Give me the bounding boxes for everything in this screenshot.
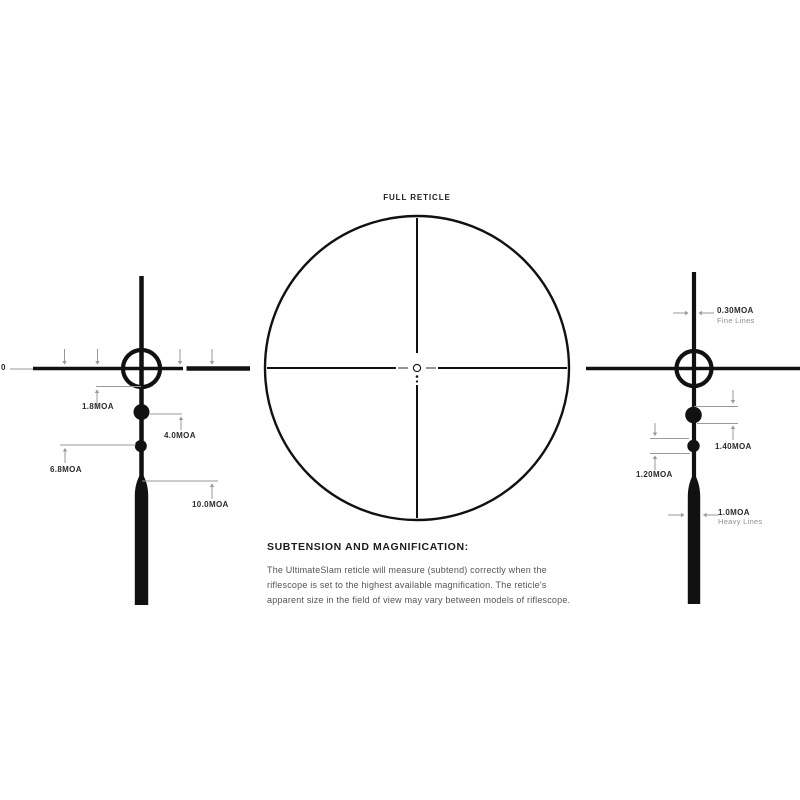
right-arrowhead-icon	[685, 311, 689, 315]
up-arrowhead-icon	[63, 448, 67, 452]
full-reticle-view	[265, 216, 569, 520]
up-arrowhead-icon	[179, 416, 183, 420]
up-arrowhead-icon	[210, 483, 214, 487]
down-arrowhead-icon	[731, 400, 735, 404]
right-large-holdover-dot	[685, 407, 702, 424]
moa-label-1-40: 1.40MOA	[715, 442, 752, 451]
left-edge-label: 0	[1, 363, 6, 372]
moa-label-6-8: 6.8MOA	[50, 465, 82, 474]
right-heavy-bottom-post	[688, 477, 700, 604]
right-small-holdover-dot	[687, 440, 699, 452]
fine-lines-caption: Fine Lines	[717, 316, 755, 325]
moa-label-10-0: 10.0MOA	[192, 500, 229, 509]
left-reticle-detail	[10, 276, 250, 605]
measure-1-20-moa	[650, 423, 690, 470]
up-arrowhead-icon	[95, 389, 99, 393]
moa-label-1-0: 1.0MOA	[718, 508, 750, 517]
full-reticle-title: FULL RETICLE	[383, 193, 451, 202]
down-arrowhead-icon	[62, 361, 66, 365]
left-small-holdover-dot	[135, 440, 147, 452]
right-reticle-detail	[586, 272, 800, 604]
down-arrowhead-icon	[210, 361, 214, 365]
moa-label-1-20: 1.20MOA	[636, 470, 673, 479]
up-arrowhead-icon	[653, 455, 657, 459]
left-large-holdover-dot	[134, 404, 150, 420]
heavy-lines-caption: Heavy Lines	[718, 517, 763, 526]
full-reticle-center-ring	[413, 364, 420, 371]
left-heavy-bottom-post	[135, 476, 148, 605]
measure-10-0-moa	[142, 481, 218, 499]
measure-6-8-moa	[60, 445, 136, 463]
left-arrowhead-icon	[703, 513, 707, 517]
full-reticle-holdover-dot-2	[416, 380, 418, 382]
left-arrowhead-icon	[698, 311, 702, 315]
moa-label-4-0: 4.0MOA	[164, 431, 196, 440]
right-arrowhead-icon	[681, 513, 685, 517]
down-arrowhead-icon	[178, 361, 182, 365]
measure-4-0-moa	[150, 414, 183, 430]
full-reticle-holdover-dot-1	[416, 375, 419, 378]
moa-label-1-8: 1.8MOA	[82, 402, 114, 411]
up-arrowhead-icon	[731, 425, 735, 429]
down-arrowhead-icon	[653, 433, 657, 437]
subtension-body-text: The UltimateSlam reticle will measure (subtend) correctly when the riflescope is set to the highest available magnification. The reticle's apparent size in the field of view may vary between models of riflescope.	[267, 565, 571, 605]
moa-label-0-30: 0.30MOA	[717, 306, 754, 315]
down-arrowhead-icon	[95, 361, 99, 365]
subtension-heading: SUBTENSION AND MAGNIFICATION:	[267, 541, 469, 553]
